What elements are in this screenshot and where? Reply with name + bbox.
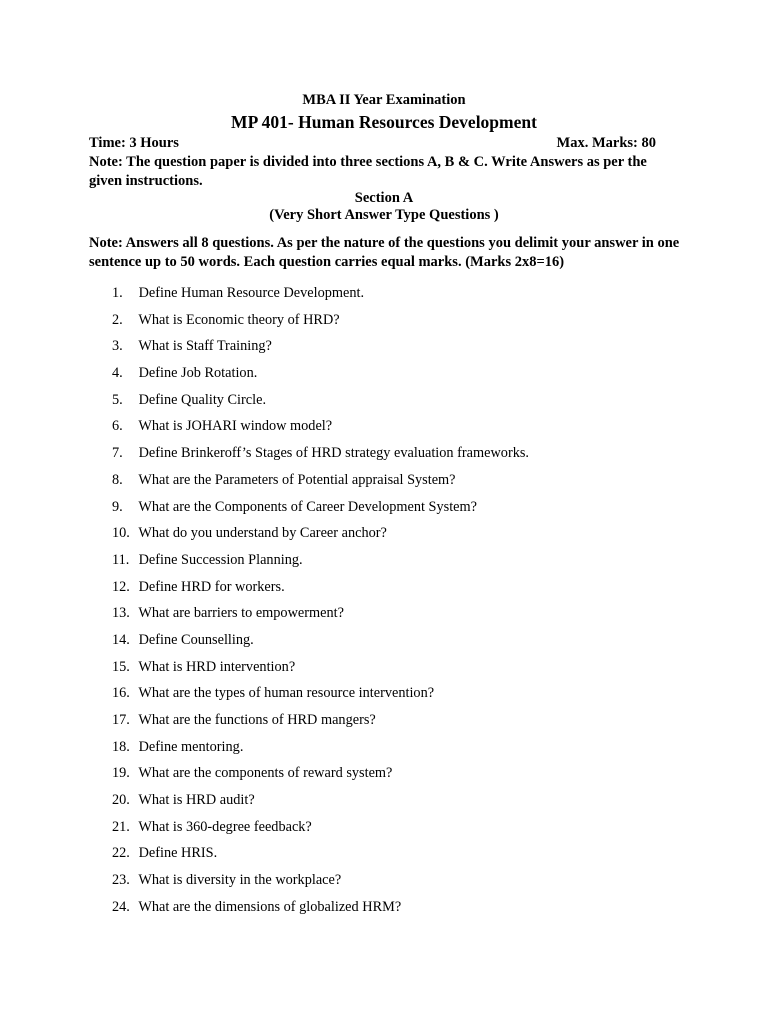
question-number: 13. <box>112 605 130 622</box>
question-item <box>112 898 529 925</box>
question-text: Define Quality Circle. <box>138 391 267 408</box>
question-text: What are the types of human resource intervention? <box>138 685 435 702</box>
question-list <box>112 284 529 925</box>
question-item <box>112 631 529 658</box>
question-text: Define Counselling. <box>138 631 254 648</box>
question-number: 20. <box>112 792 130 809</box>
question-number: 8. <box>112 471 123 488</box>
question-text: What do you understand by Career anchor? <box>138 525 387 542</box>
question-item <box>112 684 529 711</box>
question-number: 7. <box>112 445 123 462</box>
question-item <box>112 578 529 605</box>
question-text: What are the Components of Career Development System? <box>138 498 477 515</box>
question-text: Define HRD for workers. <box>138 578 285 595</box>
question-item <box>112 284 529 311</box>
question-number: 15. <box>112 658 130 675</box>
question-text: What is HRD intervention? <box>138 658 296 675</box>
question-text: What is Economic theory of HRD? <box>138 311 340 328</box>
question-item <box>112 391 529 418</box>
question-number: 12. <box>112 578 130 595</box>
question-number: 22. <box>112 845 130 862</box>
question-number: 3. <box>112 338 123 355</box>
question-text: Define Human Resource Development. <box>138 285 365 301</box>
question-text: What are barriers to empowerment? <box>138 605 344 622</box>
question-text: Define Succession Planning. <box>138 551 303 568</box>
question-item <box>112 844 529 871</box>
question-text: What are the dimensions of globalized HRM? <box>138 898 402 915</box>
question-item <box>112 364 529 391</box>
question-text: What are the components of reward system? <box>138 765 393 782</box>
section-instructions: Note: Answers all 8 questions. As per the nature of the questions you delimit your answer in one sentence up to 50 words. Each question carries equal marks. (Marks 2x8=16) <box>89 235 680 270</box>
max-marks: Max. Marks: 80 <box>556 135 656 151</box>
question-number: 10. <box>112 525 130 542</box>
question-item <box>112 658 529 685</box>
question-item <box>112 444 529 471</box>
general-note: Note: The question paper is divided into three sections A, B & C. Write Answers as per the given instructions. <box>89 154 647 189</box>
question-number: 17. <box>112 712 130 728</box>
question-text: Define HRIS. <box>138 845 218 862</box>
question-number: 14. <box>112 631 130 648</box>
question-number: 1. <box>112 285 123 301</box>
question-text: Define mentoring. <box>138 738 244 755</box>
section-subtitle: (Very Short Answer Type Questions ) <box>269 207 499 223</box>
question-text: What are the functions of HRD mangers? <box>138 712 376 728</box>
question-number: 18. <box>112 738 130 755</box>
section-title: Section A <box>354 190 414 206</box>
question-number: 23. <box>112 872 130 889</box>
question-text: What is HRD audit? <box>138 792 255 809</box>
question-item <box>112 738 529 765</box>
question-number: 4. <box>112 365 123 382</box>
question-item <box>112 764 529 791</box>
question-item <box>112 711 529 738</box>
question-item <box>112 871 529 898</box>
question-number: 11. <box>112 551 130 568</box>
question-item <box>112 604 529 631</box>
question-number: 5. <box>112 391 123 408</box>
question-text: What are the Parameters of Potential appraisal System? <box>138 471 456 488</box>
question-number: 6. <box>112 418 123 435</box>
question-item <box>112 524 529 551</box>
question-number: 21. <box>112 818 130 835</box>
question-number: 2. <box>112 311 123 328</box>
exam-duration: Time: 3 Hours <box>89 135 179 151</box>
question-text: What is diversity in the workplace? <box>138 872 342 889</box>
question-item <box>112 417 529 444</box>
question-text: Define Brinkeroff’s Stages of HRD strategy evaluation frameworks. <box>138 445 529 462</box>
question-number: 19. <box>112 765 130 782</box>
question-item <box>112 791 529 818</box>
question-item <box>112 551 529 578</box>
question-item <box>112 818 529 845</box>
question-text: What is 360-degree feedback? <box>138 818 312 835</box>
question-item <box>112 311 529 338</box>
question-item <box>112 498 529 525</box>
question-number: 9. <box>112 498 123 515</box>
paper-title: MP 401- Human Resources Development <box>231 112 537 132</box>
question-text: What is Staff Training? <box>138 338 272 355</box>
question-item <box>112 471 529 498</box>
question-number: 24. <box>112 898 130 915</box>
question-text: What is JOHARI window model? <box>138 418 333 435</box>
exam-title: MBA II Year Examination <box>302 92 466 108</box>
question-number: 16. <box>112 685 130 702</box>
question-text: Define Job Rotation. <box>138 365 258 382</box>
question-item <box>112 337 529 364</box>
